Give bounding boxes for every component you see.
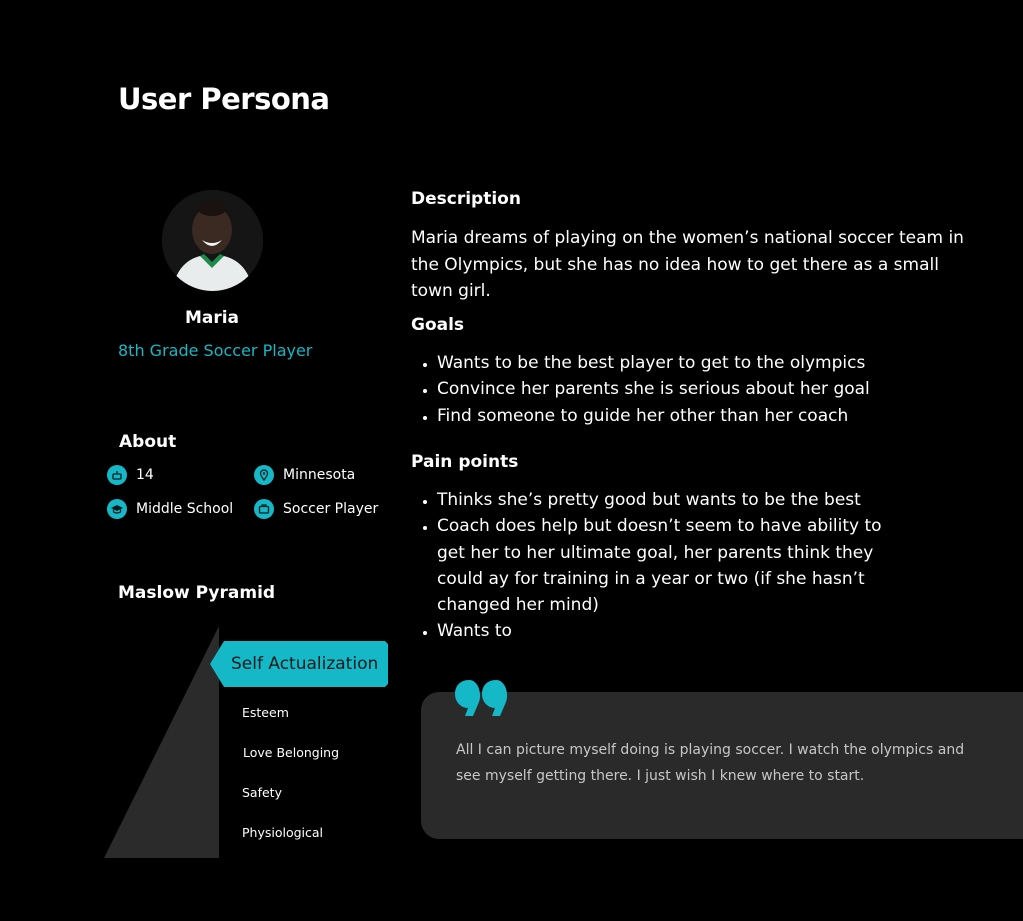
quote-text: All I can picture myself doing is playing soccer. I watch the olympics and see myself getting there. I just wish I knew where to start. [456,742,965,784]
fact-occupation [254,499,378,519]
briefcase-icon [254,499,274,519]
goal-item: • Find someone to guide her other than her coach [437,403,957,429]
goal-item: • Convince her parents she is serious about her goal [437,376,957,402]
pain-point-item: • Thinks she’s pretty good but wants to be the best [437,487,913,513]
pain-point-item: • Wants to [437,618,913,644]
fact-school-value: Middle School [136,501,234,517]
pain-points-heading: Pain points [411,452,519,472]
persona-role: 8th Grade Soccer Player [118,341,313,360]
quote-icon [455,678,509,718]
about-heading: About [119,432,177,452]
fact-school [107,499,233,519]
pain-points-list [411,487,913,645]
goals-list [411,350,957,429]
description-text: Maria dreams of playing on the women’s national soccer team in the Olympics, but she has no idea how to get there as a small town girl. [411,228,964,301]
graduation-cap-icon [107,499,127,519]
goal-item: • Wants to be the best player to get to the olympics [437,350,957,376]
pain-point-item: • Coach does help but doesn’t seem to have ability to get her to her ultimate goal, her parents think they could ay for training in a year or two (if she hasn’t changed her mind) [437,513,913,618]
location-pin-icon [254,465,274,485]
fact-location-value: Minnesota [283,467,356,483]
maslow-level-esteem: Esteem [242,705,289,720]
fact-occupation-value: Soccer Player [283,501,379,517]
avatar [162,190,263,291]
maslow-level-self-actualization: Self Actualization [231,654,379,674]
maslow-level-physiological: Physiological [242,825,324,840]
maslow-heading: Maslow Pyramid [118,583,276,603]
maslow-pyramid-shape [104,626,220,858]
fact-location [254,465,355,485]
description-heading: Description [411,189,521,209]
cake-icon [107,465,127,485]
page-title: User Persona [118,82,330,116]
avatar-portrait [162,190,263,291]
fact-age-value: 14 [136,467,154,483]
maslow-level-love-belonging: Love Belonging [243,745,340,760]
goals-heading: Goals [411,315,465,335]
maslow-level-safety: Safety [242,785,282,800]
fact-age [107,465,154,485]
persona-name: Maria [184,308,240,328]
